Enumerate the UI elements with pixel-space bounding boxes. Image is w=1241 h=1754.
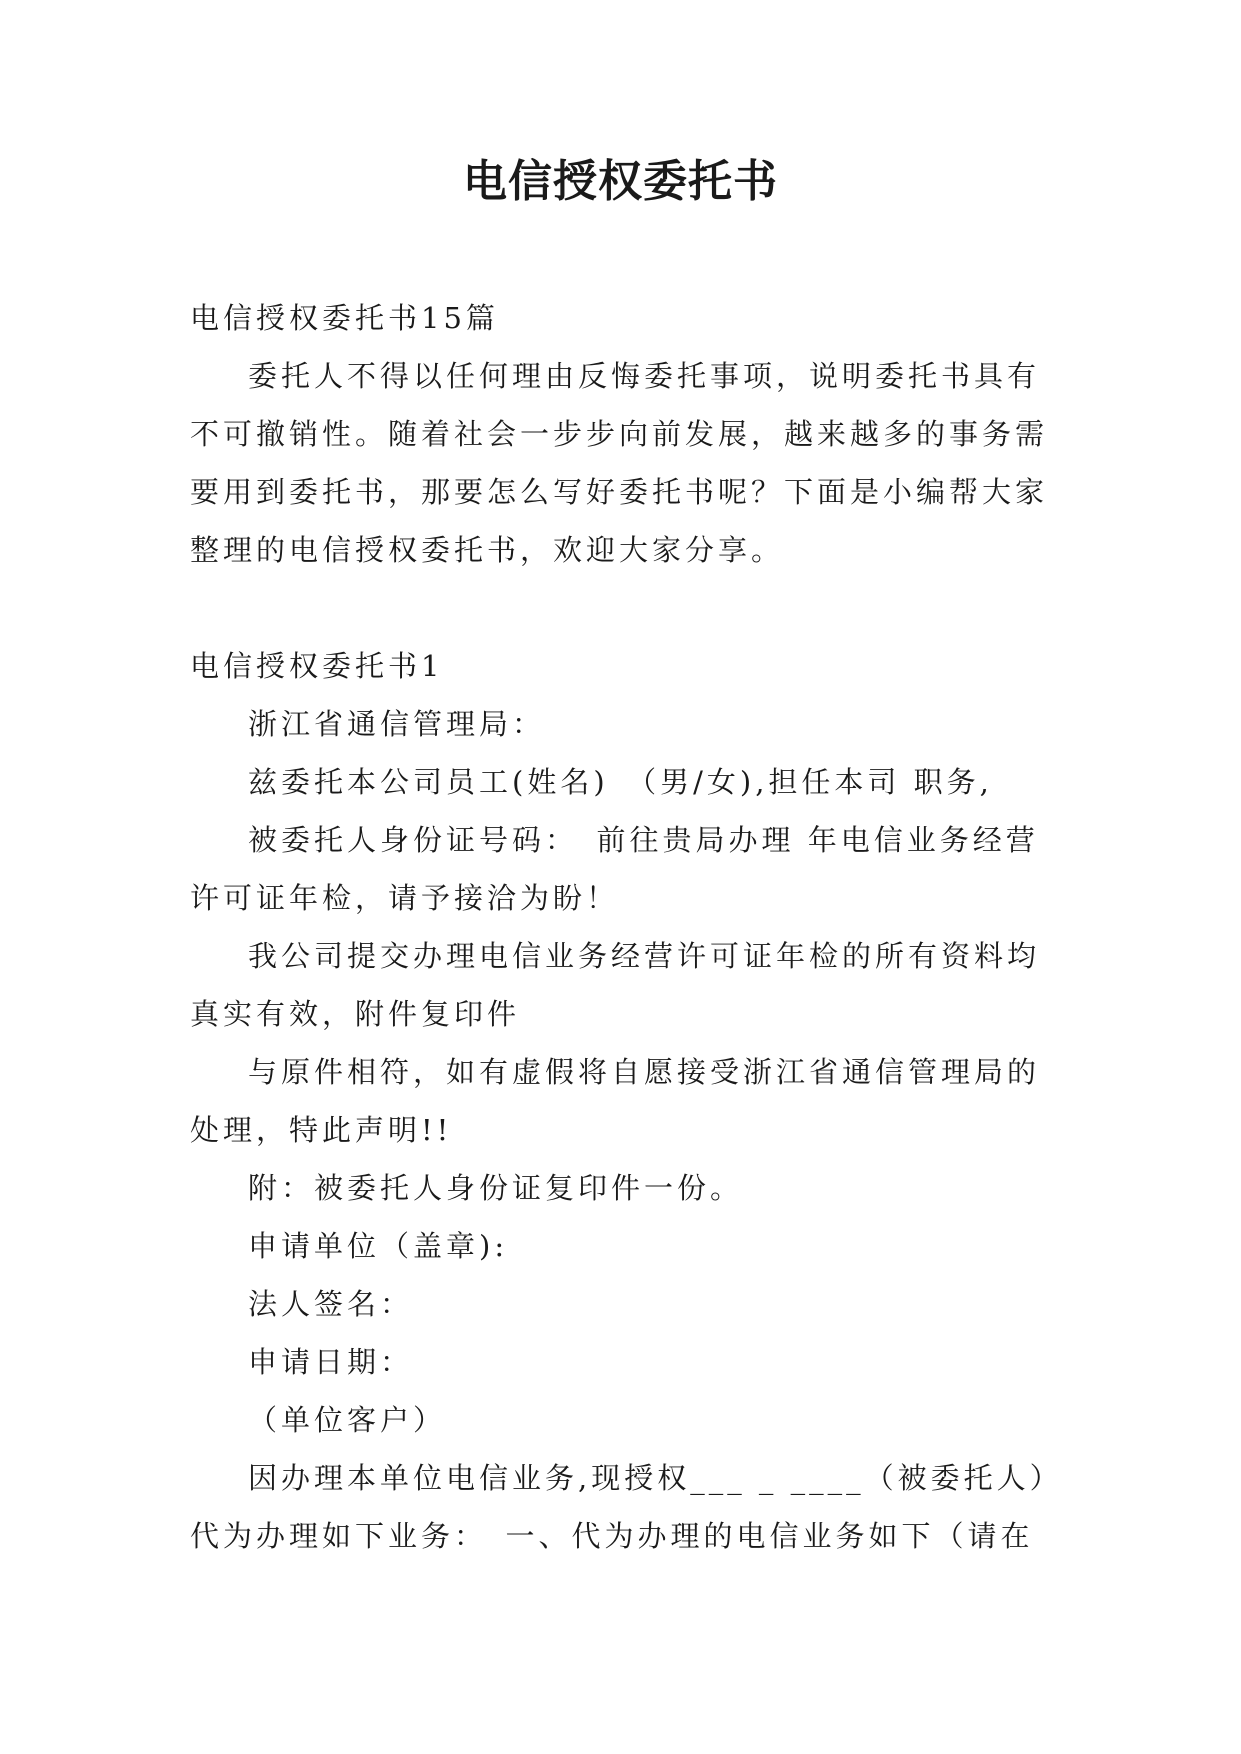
addressee-line: 浙江省通信管理局： bbox=[248, 707, 546, 741]
authorization-paragraph: 因办理本单位电信业务,现授权___ _ ____（被委托人）代为办理如下业务： 一、代为办理的电信业务如下（请在 bbox=[190, 1461, 1049, 1553]
client-type-line: （单位客户） bbox=[248, 1403, 447, 1437]
document-subtitle: 电信授权委托书15篇 bbox=[190, 301, 499, 335]
applicant-line: 申请单位（盖章): bbox=[248, 1229, 509, 1263]
section-heading: 电信授权委托书1 bbox=[190, 649, 444, 683]
materials-paragraph: 我公司提交办理电信业务经营许可证年检的所有资料均真实有效，附件复印件 bbox=[190, 939, 1041, 1031]
document-title: 电信授权委托书 bbox=[463, 156, 778, 207]
declaration-paragraph: 与原件相符，如有虚假将自愿接受浙江省通信管理局的处理，特此声明!! bbox=[190, 1055, 1041, 1147]
apply-date-line: 申请日期： bbox=[248, 1345, 414, 1379]
intro-paragraph: 委托人不得以任何理由反悔委托事项，说明委托书具有不可撤销性。随着社会一步步向前发展，越来越多的事务需要用到委托书，那要怎么写好委托书呢？下面是小编帮大家整理的电信授权委托书，欢迎大家分享。 bbox=[190, 359, 1049, 567]
id-number-paragraph: 被委托人身份证号码： 前往贵局办理 年电信业务经营许可证年检，请予接洽为盼！ bbox=[190, 823, 1039, 915]
delegation-paragraph: 兹委托本公司员工(姓名) （男/女),担任本司 职务, bbox=[248, 765, 993, 799]
document-body bbox=[190, 289, 1058, 1565]
legal-sign-line: 法人签名： bbox=[248, 1287, 414, 1321]
section-spacer bbox=[190, 579, 1058, 637]
attachment-line: 附：被委托人身份证复印件一份。 bbox=[248, 1171, 744, 1205]
